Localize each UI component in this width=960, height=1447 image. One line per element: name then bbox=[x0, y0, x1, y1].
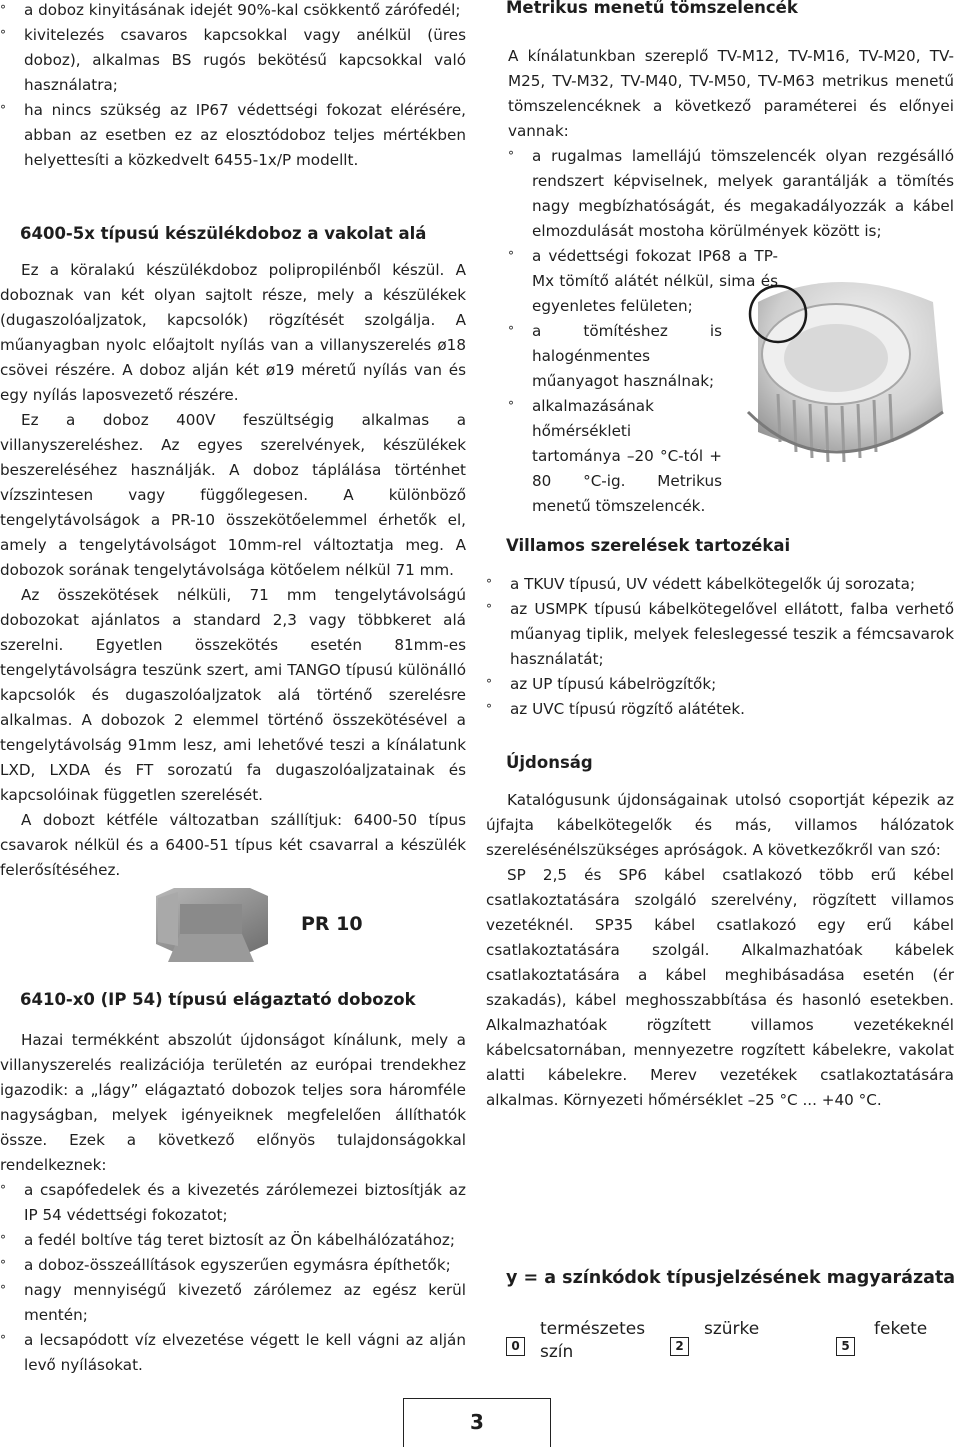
list-item: ° az USMPK típusú kábelkötegelővel ellátott, falba verhető műanyag tiplik, melyek feleslegessé teszik a fémcsavarok használatát; bbox=[486, 600, 954, 668]
section-heading: Metrikus menetű tömszelencék bbox=[506, 0, 798, 17]
page-number: 3 bbox=[403, 1398, 551, 1447]
list-item: ° a lecsapódott víz elvezetése végett le kell vágni az alján levő nyílásokat. bbox=[0, 1331, 466, 1374]
color-code-heading: y = a színkódok típusjelzésének magyarázata bbox=[506, 1268, 956, 1288]
list-item: ° alkalmazásának hőmérsékleti tartománya –20 °C-tól + 80 °C-ig. Metrikus menetű tömszelencék. bbox=[508, 397, 722, 515]
paragraph: SP 2,5 és SP6 kábel csatlakozó több erű kébel csatlakoztatására szolgáló szerelvény, rögzített villamos vezetéknél. SP35 kábel csatlakozó egy erű kábel csatlakoztatására szolgál. Alkalmazhatóak kábelek csatlakoztatására a kábel meghibásadása esetén (ér szakadás), kábel meghosszabbítása és hasonló esetekben. Alkalmazhatóak rögzített villamos vezetékeknél kábelcsatornában, mennyezetre rogzített kábelekre, vakolat alatti kábelekre. Merev vezetékek csatlakoztatására alkalmas. Környezeti hőmérséklet –25 °C ... +40 °C. bbox=[486, 866, 954, 1109]
list-item: ° a rugalmas lamellájú tömszelencék olyan rezgésálló rendszert képviselnek, melyek garantálják a tömítés nagy megbízhatóságát, és megakadályozzák a kábel elmozdulását mostoha körülmények között is; bbox=[508, 147, 954, 240]
paragraph: Az összekötések nélküli, 71 mm tengelytávolságú dobozokat ajánlatos a standard 2,3 vagy többkeret alá szerelni. Egyetlen összekötés esetén 81mm-es tengelytávolságra teszünk szert, ami TANGO típusú különálló kapcsolók és dugaszolóaljzatok alá történő szerelésre alkalmas. A dobozok 2 elemmel történő összekötésével a tengelytávolság 91mm lesz, ami lehetővé teszi a kínálatunk LXD, LXDA és FT sorozatú fa dugaszolóaljzatainak és kapcsolóinak független szerelését. bbox=[0, 586, 466, 804]
list-item: ° a fedél boltíve tág teret biztosít az Ön kábelhálózatához; bbox=[0, 1231, 455, 1249]
paragraph: Ez a doboz 400V feszültségig alkalmas a villanyszereléshez. Az egyes szerelvények, készülékek beszereléséhez használják. A doboz táplálása történhet vízszintesen vagy függőlegesen. A különböző tengelytávolságok a PR-10 összekötőelemmel érhetők el, amely a tengelytávolságot 10mm-rel változtatja meg. A dobozok sorának tengelytávolsága kötőelem nélkül 71 mm. bbox=[0, 411, 466, 579]
list-item: ° nagy mennyiségű kivezető zárólemez az egész kerül mentén; bbox=[0, 1281, 466, 1324]
list-item: ° a csapófedelek és a kivezetés zárólemezei biztosítják az IP 54 védettségi fokozatot; bbox=[0, 1181, 466, 1224]
section-body bbox=[486, 572, 954, 722]
color-code-label: fekete bbox=[874, 1319, 928, 1339]
color-code-label: természetes szín bbox=[540, 1319, 646, 1362]
section-body bbox=[0, 1028, 466, 1378]
list-item: ° ha nincs szükség az IP67 védettségi fokozat elérésére, abban az esetben ez az elosztódoboz teljes mértékben helyettesíti a közkedvelt 6455-1x/P modellt. bbox=[0, 101, 466, 169]
color-code-box: 0 bbox=[506, 1337, 525, 1356]
color-code-box: 2 bbox=[670, 1337, 689, 1356]
section-body bbox=[486, 788, 954, 1113]
paragraph: A dobozt kétféle változatban szállítjuk: 6400-50 típus csavarok nélkül és a 6400-51 típus két csavarral a készülék felerősítéséhez. bbox=[0, 811, 466, 879]
figure-label: PR 10 bbox=[301, 913, 363, 935]
color-code-box: 5 bbox=[836, 1337, 855, 1356]
paragraph: Katalógusunk újdonságainak utolsó csoportját képezik az újfajta kábelkötegelők és más, villamos hálózatok szerelésénélszükséges apróságok. A következőkről van szó: bbox=[486, 791, 954, 859]
cable-gland-image bbox=[718, 262, 950, 482]
list-item: ° a doboz-összeállítások egyszerűen egymásra építhetők; bbox=[0, 1256, 451, 1274]
list-item: ° a védettségi fokozat IP68 a TP-Mx tömítő alátét nélkül, sima és egyenletes felületen; bbox=[508, 247, 778, 315]
color-code-legend bbox=[506, 1318, 956, 1364]
list-item: ° a doboz kinyitásának idejét 90%-kal csökkentő zárófedél; bbox=[0, 1, 461, 19]
list-item: ° kivitelezés csavaros kapcsokkal vagy anélkül (üres doboz), alkalmas BS rugós bekötésű kapcsokkal való használatra; bbox=[0, 26, 466, 94]
section-heading: Újdonság bbox=[506, 753, 593, 772]
color-code-label: szürke bbox=[704, 1319, 760, 1339]
section-body bbox=[0, 258, 466, 883]
list-item: ° az UP típusú kábelrögzítők; bbox=[486, 675, 717, 693]
section-heading: 6410-x0 (IP 54) típusú elágaztató dobozok bbox=[20, 990, 416, 1009]
section-heading: Villamos szerelések tartozékai bbox=[506, 536, 791, 555]
list-item: ° az UVC típusú rögzítő alátétek. bbox=[486, 700, 746, 718]
list-item: ° a TKUV típusú, UV védett kábelkötegelők új sorozata; bbox=[486, 575, 916, 593]
pr10-connector-image bbox=[150, 882, 275, 970]
section-heading: 6400-5x típusú készülékdoboz a vakolat alá bbox=[20, 224, 427, 243]
paragraph: Ez a köralakú készülékdoboz polipropilénből készül. A doboznak van két olyan sajtolt része, mely a készülékek (dugaszolóaljzatok, kapcsolók) rögzítését szolgálja. A műanyagban nyolc előajtolt nyílás van a villanyszerelés ø18 csövei részére. A doboz alján két ø19 méretű nyílás van és egy nyílás laposvezető részére. bbox=[0, 261, 466, 404]
paragraph: Hazai termékként abszolút újdonságot kínálunk, mely a villanyszerelés realizációja területén az európai trendekhez igazodik: a „lágy” elágaztató dobozok teljes sora háromféle nagyságban, melyek igényeiknek megfelelően állíthatók össze. Ezek a következő előnyös tulajdonságokkal rendelkeznek: bbox=[0, 1031, 466, 1174]
feature-list-top bbox=[0, 0, 466, 173]
list-item: ° a tömítéshez is halogénmentes műanyagot használnak; bbox=[508, 322, 722, 390]
paragraph: A kínálatunkban szereplő TV-M12, TV-M16, TV-M20, TV-M25, TV-M32, TV-M40, TV-M50, TV-M63 metrikus menetű tömszelencéknek a következő paraméterei és előnyei vannak: bbox=[508, 47, 954, 140]
